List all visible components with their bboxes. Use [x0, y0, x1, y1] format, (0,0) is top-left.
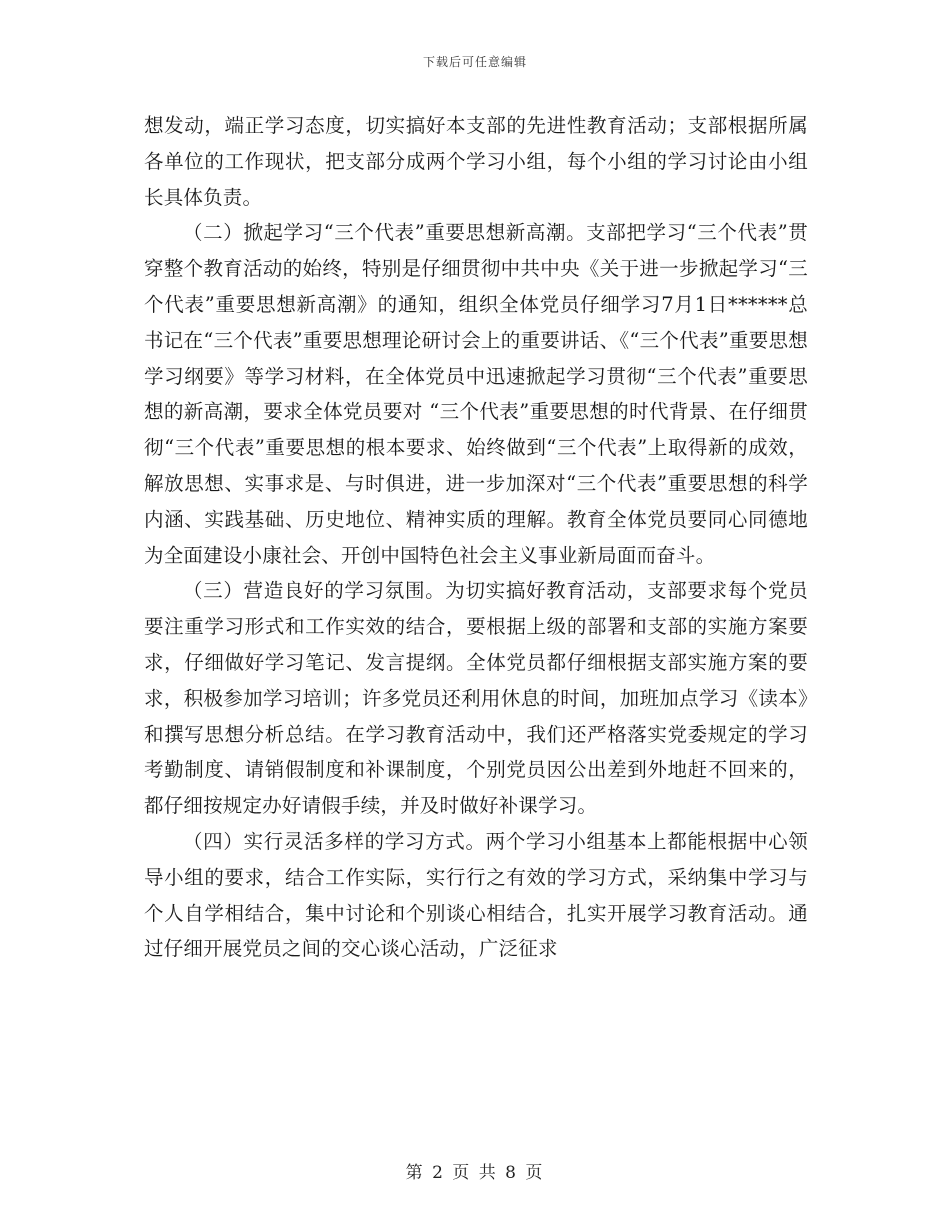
- paragraph-section-3: （三）营造良好的学习氛围。为切实搞好教育活动，支部要求每个党员要注重学习形式和工作实效的结合，要根据上级的部署和支部的实施方案要求，仔细做好学习笔记、发言提纲。全体党员都仔细根据支部实施方案的要求，积极参加学习培训；许多党员还利用休息的时间，加班加点学习《读本》和撰写思想分析总结。在学习教育活动中，我们还严格落实党委规定的学习考勤制度、请销假制度和补课制度，个别党员因公出差到外地赶不回来的，都仔细按规定办好请假手续，并及时做好补课学习。: [144, 579, 808, 818]
- page-header-note: 下载后可任意编辑: [422, 55, 527, 69]
- page-number: 第 2 页 共 8 页: [405, 1163, 545, 1183]
- paragraph-continuation: 想发动，端正学习态度，切实搞好本支部的先进性教育活动；支部根据所属各单位的工作现状，把支部分成两个学习小组，每个小组的学习讨论由小组长具体负责。: [144, 114, 808, 209]
- document-body: [144, 108, 808, 967]
- paragraph-section-4: （四）实行灵活多样的学习方式。两个学习小组基本上都能根据中心领导小组的要求，结合工作实际，实行行之有效的学习方式，采纳集中学习与个人自学相结合，集中讨论和个别谈心相结合，扎实开展学习教育活动。通过仔细开展党员之间的交心谈心活动，广泛征求: [144, 829, 808, 961]
- paragraph-section-2: （二）掀起学习“三个代表”重要思想新高潮。支部把学习“三个代表”贯穿整个教育活动的始终，特别是仔细贯彻中共中央《关于进一步掀起学习“三个代表”重要思想新高潮》的通知，组织全体党员仔细学习7月1日******总书记在“三个代表”重要思想理论研讨会上的重要讲话、《“三个代表”重要思想学习纲要》等学习材料，在全体党员中迅速掀起学习贯彻“三个代表”重要思想的新高潮，要求全体党员要对 “三个代表”重要思想的时代背景、在仔细贯彻“三个代表”重要思想的根本要求、始终做到“三个代表”上取得新的成效，解放思想、实事求是、与时俱进，进一步加深对“三个代表”重要思想的科学内涵、实践基础、历史地位、精神实质的理解。教育全体党员要同心同德地为全面建设小康社会、开创中国特色社会主义事业新局面而奋斗。: [144, 221, 808, 567]
